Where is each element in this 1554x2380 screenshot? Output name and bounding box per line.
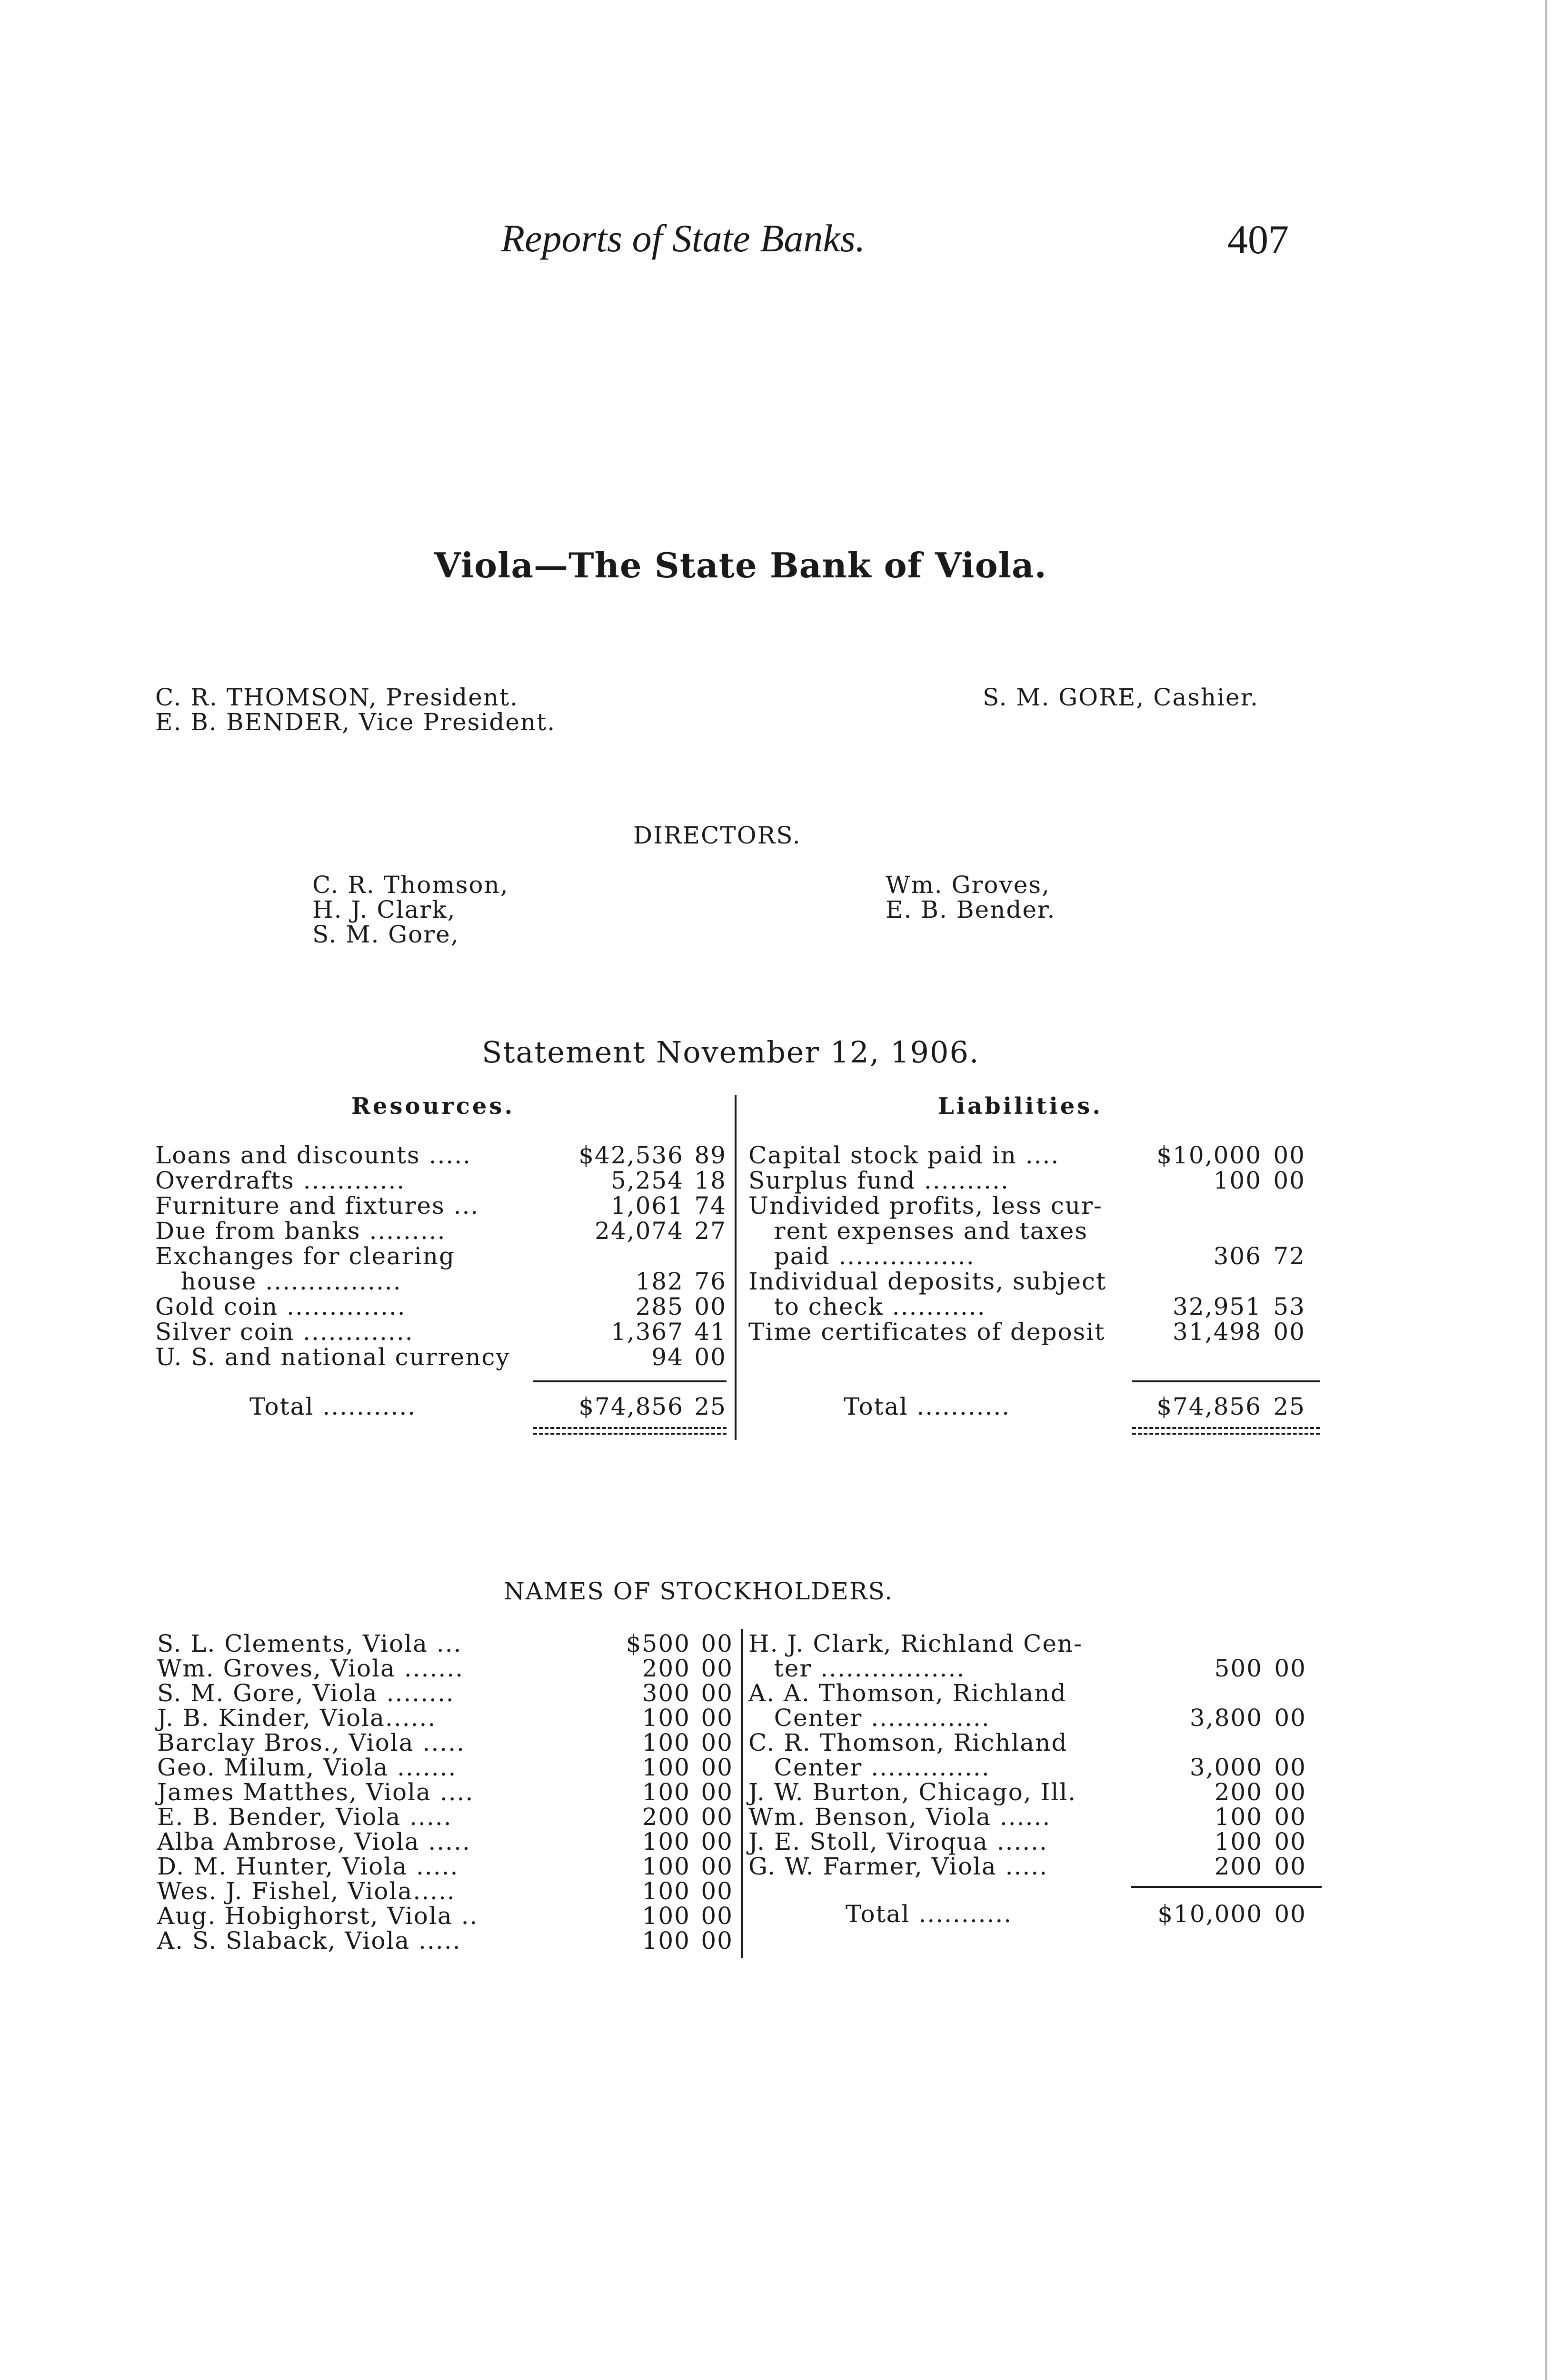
list-item — [748, 1780, 1325, 1806]
table-row — [748, 1219, 1320, 1245]
stockholder-dollars: 100 — [642, 1704, 690, 1732]
resources-total-label: Total ........... — [249, 1393, 417, 1420]
resource-dollars: 5,254 — [610, 1167, 684, 1194]
stockholder-name: J. B. Kinder, Viola...... — [157, 1704, 437, 1732]
stockholder-name: J. E. Stoll, Viroqua ...... — [748, 1828, 1048, 1855]
resource-cents: 89 — [694, 1141, 727, 1169]
list-item — [157, 1879, 733, 1905]
stockholder-dollars: 200 — [642, 1803, 690, 1831]
resources-heading: Resources. — [351, 1093, 515, 1120]
table-row — [748, 1320, 1320, 1346]
resource-cents: 18 — [694, 1167, 727, 1194]
stockholder-name: S. M. Gore, Viola ........ — [157, 1679, 455, 1707]
stockholder-cents: 00 — [701, 1754, 733, 1781]
list-item — [157, 1731, 733, 1756]
stockholder-dollars: 100 — [642, 1902, 690, 1930]
stockholders-total-dollars: $10,000 — [1157, 1900, 1263, 1928]
stockholder-dollars: $500 — [626, 1630, 690, 1657]
table-row — [748, 1194, 1320, 1220]
liability-cents: 53 — [1273, 1293, 1305, 1320]
stockholder-cents: 00 — [701, 1902, 733, 1930]
liabilities-total-dollars: $74,856 — [1156, 1393, 1262, 1420]
resource-label: Furniture and fixtures ... — [155, 1192, 479, 1220]
stockholders-column-rule — [741, 1629, 743, 1958]
liability-dollars: $10,000 — [1156, 1141, 1262, 1169]
resource-dollars: 285 — [635, 1293, 684, 1320]
stockholder-cents: 00 — [701, 1853, 733, 1880]
bank-title: Viola—The State Bank of Viola. — [434, 545, 1047, 585]
stockholders-total-label: Total ........... — [846, 1900, 1013, 1928]
liability-label: to check ........... — [748, 1293, 986, 1320]
stockholder-dollars: 200 — [1214, 1778, 1263, 1806]
list-item — [748, 1731, 1325, 1756]
resources-total-dollars: $74,856 — [578, 1393, 684, 1420]
list-item — [157, 1706, 733, 1732]
liability-dollars: 100 — [1213, 1167, 1262, 1194]
resource-cents: 41 — [694, 1318, 727, 1346]
resource-dollars: 1,061 — [610, 1192, 684, 1220]
stockholder-cents: 00 — [1274, 1655, 1306, 1682]
stockholder-name: Alba Ambrose, Viola ..... — [157, 1828, 471, 1855]
list-item — [157, 1780, 733, 1806]
stockholder-cents: 00 — [701, 1729, 733, 1756]
liabilities-heading: Liabilities. — [938, 1093, 1103, 1120]
list-item — [748, 1854, 1325, 1880]
stockholder-dollars: 500 — [1214, 1655, 1263, 1682]
list-item — [748, 1706, 1325, 1732]
liability-label: rent expenses and taxes — [748, 1217, 1088, 1245]
liability-label: Time certificates of deposit — [748, 1318, 1106, 1346]
resource-dollars: 94 — [651, 1343, 684, 1371]
stockholder-dollars: 100 — [642, 1729, 690, 1756]
resource-dollars: 182 — [635, 1268, 684, 1295]
resource-label: house ................ — [155, 1268, 402, 1295]
stockholder-dollars: 100 — [642, 1828, 690, 1855]
stockholder-cents: 00 — [701, 1828, 733, 1855]
liabilities-total-label: Total ........... — [844, 1393, 1011, 1420]
resource-cents: 27 — [694, 1217, 727, 1245]
resources-table — [155, 1143, 727, 1381]
running-header-title: Reports of State Banks. — [501, 217, 866, 260]
resource-label: Overdrafts ............ — [155, 1167, 406, 1194]
list-item — [748, 1656, 1325, 1682]
resource-label: Due from banks ......... — [155, 1217, 446, 1245]
stockholder-name: S. L. Clements, Viola ... — [157, 1630, 462, 1657]
stockholder-name: E. B. Bender, Viola ..... — [157, 1803, 452, 1831]
stockholder-dollars: 100 — [642, 1877, 690, 1905]
stockholder-cents: 00 — [701, 1655, 733, 1682]
list-item — [157, 1904, 733, 1930]
stockholder-cents: 00 — [1274, 1853, 1306, 1880]
liabilities-total-cents: 25 — [1273, 1393, 1305, 1420]
table-row — [155, 1345, 727, 1371]
liability-label: paid ................ — [748, 1242, 975, 1270]
stockholder-cents: 00 — [701, 1704, 733, 1732]
table-row — [748, 1269, 1320, 1295]
table-row — [155, 1219, 727, 1245]
stockholder-cents: 00 — [701, 1927, 733, 1954]
resource-label: Loans and discounts ..... — [155, 1141, 472, 1169]
list-item — [157, 1656, 733, 1682]
liability-cents: 00 — [1273, 1167, 1305, 1194]
stockholder-cents: 00 — [701, 1877, 733, 1905]
list-item — [157, 1830, 733, 1855]
list-item — [157, 1632, 733, 1657]
liability-dollars: 32,951 — [1173, 1293, 1262, 1320]
table-row — [155, 1295, 727, 1320]
stockholder-name: J. W. Burton, Chicago, Ill. — [748, 1778, 1077, 1806]
stockholder-dollars: 200 — [642, 1655, 690, 1682]
resource-label: U. S. and national currency — [155, 1343, 510, 1371]
resources-total-rule — [533, 1380, 727, 1382]
list-item — [748, 1805, 1325, 1831]
officer-president: C. R. THOMSON, President. — [155, 684, 518, 711]
list-item — [157, 1681, 733, 1707]
directors-heading: DIRECTORS. — [633, 822, 801, 849]
officer-cashier: S. M. GORE, Cashier. — [983, 684, 1259, 711]
stockholder-name: Barclay Bros., Viola ..... — [157, 1729, 465, 1756]
stockholder-dollars: 200 — [1214, 1853, 1263, 1880]
list-item — [157, 1805, 733, 1831]
resource-cents: 00 — [694, 1293, 727, 1320]
resources-total-double-rule — [533, 1427, 727, 1435]
stockholder-cents: 00 — [1274, 1778, 1306, 1806]
table-row — [748, 1295, 1320, 1320]
stockholder-dollars: 100 — [1214, 1803, 1263, 1831]
stockholder-name: Center .............. — [748, 1754, 990, 1781]
table-row — [155, 1244, 727, 1270]
liabilities-total-rule — [1132, 1380, 1320, 1382]
director-name: C. R. Thomson, — [312, 871, 509, 899]
stockholder-name: James Matthes, Viola .... — [157, 1778, 474, 1806]
stockholders-heading: NAMES OF STOCKHOLDERS. — [504, 1577, 893, 1605]
stockholder-dollars: 100 — [642, 1778, 690, 1806]
stockholder-name: Aug. Hobighorst, Viola .. — [157, 1902, 478, 1930]
stockholder-dollars: 3,800 — [1189, 1704, 1263, 1732]
director-name: H. J. Clark, — [312, 896, 456, 923]
table-row — [155, 1320, 727, 1346]
director-name: E. B. Bender. — [886, 896, 1056, 923]
stockholder-name: Wes. J. Fishel, Viola..... — [157, 1877, 456, 1905]
list-item — [748, 1830, 1325, 1855]
stockholder-cents: 00 — [701, 1778, 733, 1806]
table-row — [748, 1143, 1320, 1169]
liability-label: Individual deposits, subject — [748, 1268, 1107, 1295]
stockholder-cents: 00 — [701, 1630, 733, 1657]
liability-cents: 72 — [1273, 1242, 1305, 1270]
director-name: Wm. Groves, — [886, 871, 1050, 899]
stockholders-total-cents: 00 — [1274, 1900, 1306, 1928]
stockholder-name: Wm. Groves, Viola ....... — [157, 1655, 464, 1682]
table-row — [155, 1194, 727, 1220]
stockholder-dollars: 300 — [642, 1679, 690, 1707]
scan-edge — [1545, 0, 1547, 2380]
officer-vice-president: E. B. BENDER, Vice President. — [155, 708, 556, 736]
stockholder-name: Wm. Benson, Viola ...... — [748, 1803, 1051, 1831]
stockholder-cents: 00 — [701, 1679, 733, 1707]
list-item — [748, 1755, 1325, 1781]
resource-dollars: 1,367 — [610, 1318, 684, 1346]
liabilities-table — [748, 1143, 1320, 1381]
list-item — [748, 1681, 1325, 1707]
stockholder-cents: 00 — [701, 1803, 733, 1831]
resource-cents: 76 — [694, 1268, 727, 1295]
stockholder-name: ter ................. — [748, 1655, 966, 1682]
list-item — [157, 1755, 733, 1781]
resource-dollars: $42,536 — [578, 1141, 684, 1169]
stockholder-name: C. R. Thomson, Richland — [748, 1729, 1068, 1756]
table-row — [748, 1169, 1320, 1194]
statement-heading: Statement November 12, 1906. — [482, 1035, 980, 1070]
list-item — [157, 1929, 733, 1954]
liability-label: Surplus fund .......... — [748, 1167, 1009, 1194]
stockholder-name: D. M. Hunter, Viola ..... — [157, 1853, 459, 1880]
stockholder-dollars: 100 — [642, 1754, 690, 1781]
stockholders-left-list — [157, 1632, 733, 1965]
liability-dollars: 306 — [1213, 1242, 1262, 1270]
stockholder-name: Geo. Milum, Viola ....... — [157, 1754, 457, 1781]
statement-column-rule — [735, 1095, 737, 1440]
stockholder-dollars: 100 — [1214, 1828, 1263, 1855]
table-row — [155, 1169, 727, 1194]
liability-label: Capital stock paid in .... — [748, 1141, 1060, 1169]
resource-dollars: 24,074 — [595, 1217, 684, 1245]
stockholder-dollars: 3,000 — [1189, 1754, 1263, 1781]
resource-label: Exchanges for clearing — [155, 1242, 455, 1270]
list-item — [157, 1854, 733, 1880]
stockholder-cents: 00 — [1274, 1828, 1306, 1855]
stockholder-dollars: 100 — [642, 1853, 690, 1880]
resource-cents: 74 — [694, 1192, 727, 1220]
stockholder-cents: 00 — [1274, 1803, 1306, 1831]
liability-cents: 00 — [1273, 1141, 1305, 1169]
stockholders-total-rule — [1131, 1886, 1322, 1888]
liabilities-total-double-rule — [1132, 1427, 1320, 1435]
stockholder-dollars: 100 — [642, 1927, 690, 1954]
liability-cents: 00 — [1273, 1318, 1305, 1346]
resources-total-cents: 25 — [694, 1393, 727, 1420]
stockholder-name: A. S. Slaback, Viola ..... — [157, 1927, 461, 1954]
resource-label: Silver coin ............. — [155, 1318, 414, 1346]
stockholder-cents: 00 — [1274, 1754, 1306, 1781]
stockholder-name: H. J. Clark, Richland Cen- — [748, 1630, 1083, 1657]
table-row — [155, 1143, 727, 1169]
director-name: S. M. Gore, — [312, 921, 459, 948]
liability-label: Undivided profits, less cur- — [748, 1192, 1103, 1220]
stockholder-cents: 00 — [1274, 1704, 1306, 1732]
table-row — [155, 1269, 727, 1295]
stockholder-name: G. W. Farmer, Viola ..... — [748, 1853, 1048, 1880]
list-item — [748, 1632, 1325, 1657]
table-row — [748, 1244, 1320, 1270]
stockholder-name: Center .............. — [748, 1704, 990, 1732]
resource-label: Gold coin .............. — [155, 1293, 406, 1320]
page-number: 407 — [1227, 217, 1289, 262]
liability-dollars: 31,498 — [1173, 1318, 1262, 1346]
stockholders-right-list — [748, 1632, 1325, 1898]
resource-cents: 00 — [694, 1343, 727, 1371]
stockholder-name: A. A. Thomson, Richland — [748, 1679, 1067, 1707]
